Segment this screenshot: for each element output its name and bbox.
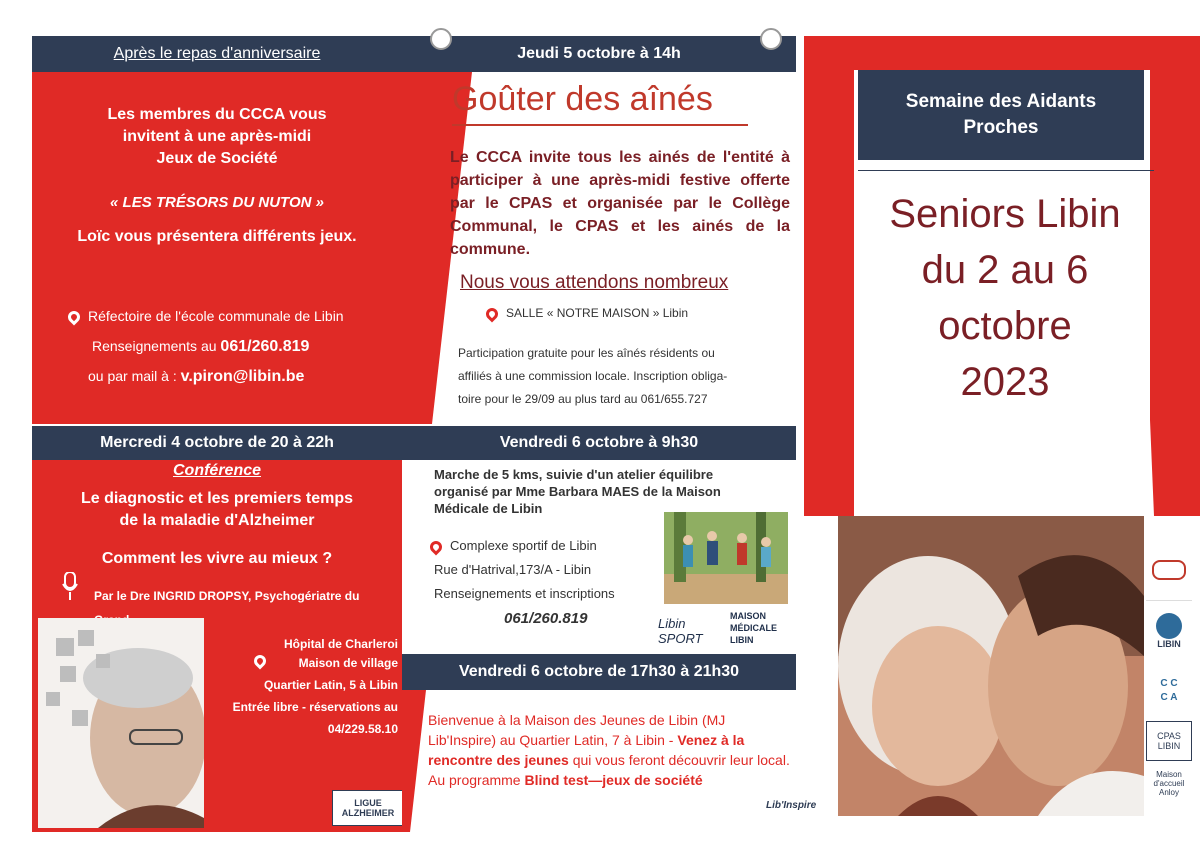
mid-top-header <box>402 36 796 72</box>
goute-details <box>458 342 727 411</box>
left-bottom-header <box>32 426 402 460</box>
mj-text-a: Bienvenue à la Maison des Jeunes de Libin (MJ Lib'Inspire) au Quartier Latin, 7 à Libin - <box>428 712 726 748</box>
logo-ccca: C C C A <box>1160 678 1178 703</box>
goute-underline <box>452 124 748 126</box>
details-line-3: toire pour le 29/09 au plus tard au 061/655.727 <box>458 392 708 406</box>
speaker-line-1: Par le Dre INGRID DROPSY, Psychogériatre du <box>94 589 360 603</box>
mj-paragraph <box>428 710 794 790</box>
walk-desc <box>434 466 792 517</box>
entry-phone: 04/229.58.10 <box>327 722 398 736</box>
left-bottom-header-text: Mercredi 4 octobre de 20 à 22h <box>100 434 334 451</box>
location-line-2: Quartier Latin, 5 à Libin <box>263 678 398 692</box>
games-presenter: Loïc vous présentera différents jeux. <box>77 228 357 245</box>
location-pin-icon <box>428 538 445 555</box>
lib-inspire-logo: Lib'Inspire <box>766 800 817 811</box>
aidants-title: Semaine des Aidants Proches <box>905 91 1097 138</box>
intro-line-3: Jeux de Société <box>156 150 278 167</box>
mj-text-c: qui vous feront découvrir leur local. Au programme <box>428 752 790 788</box>
left-top-mail <box>88 368 304 386</box>
walk-loc-3: Renseignements et inscriptions <box>434 586 615 601</box>
goute-location <box>486 306 688 320</box>
mid-bottom-header-1 <box>402 426 796 460</box>
cover-divider <box>858 170 1154 171</box>
left-top-header <box>32 36 402 72</box>
cover-title <box>840 186 1170 410</box>
speaker-line-2: Hôpital de Charleroi <box>283 637 398 651</box>
conference-title <box>32 488 402 532</box>
left-top-location <box>68 308 398 324</box>
logo-libin <box>1146 601 1192 661</box>
conference-title-1: Le diagnostic et les premiers temps <box>80 490 354 507</box>
binder-hole-left <box>430 28 452 50</box>
left-top-header-text: Après le repas d'anniversaire <box>113 45 321 62</box>
libin-logo-text: LIBIN <box>1157 639 1181 649</box>
mid-bottom-header-1-text: Vendredi 6 octobre à 9h30 <box>499 434 699 451</box>
location-text: Réfectoire de l'école communale de Libin <box>88 308 344 324</box>
partner-logos <box>1146 540 1192 820</box>
location-pin-icon <box>66 309 83 326</box>
binder-hole-right <box>760 28 782 50</box>
goute-subheading: Nous vous attendons nombreux <box>460 272 729 293</box>
conference-title-2: de la maladie d'Alzheimer <box>119 512 315 529</box>
libin-emblem-icon <box>1156 613 1182 639</box>
location-line-1: Maison de village <box>298 656 398 670</box>
goute-title: Goûter des aînés <box>452 80 713 118</box>
cover-title-1: Seniors Libin <box>889 192 1121 236</box>
logo-maison-accueil: Maison d'accueil Anloy <box>1153 769 1185 797</box>
aidants-box <box>858 70 1144 160</box>
logo-pcs <box>1146 540 1192 601</box>
left-top-intro <box>32 104 402 170</box>
goute-body: Le CCCA invite tous les ainés de l'entité à participer à une après-midi festive offerte par le CPAS et organisée par le Collège Communal, le CPAS et les ainés de la commune. <box>450 149 790 258</box>
details-line-2: affiliés à une commission locale. Inscription obliga- <box>458 369 728 383</box>
walk-line-2: organisé par Mme Barbara MAES de la Maison <box>434 484 721 499</box>
walk-loc-2: Rue d'Hatrival,173/A - Libin <box>434 562 592 577</box>
ligue-alzheimer-text: LIGUE ALZHEIMER <box>341 798 395 818</box>
walk-line-1: Marche de 5 kms, suivie d'un atelier équilibre <box>434 467 714 482</box>
mid-bottom-header-2 <box>402 654 796 690</box>
walk-line-3: Médicale de Libin <box>434 501 543 516</box>
alzheimer-illustration <box>38 618 204 828</box>
cover-title-3: octobre <box>938 304 1072 348</box>
walk-loc-1: Complexe sportif de Libin <box>430 534 615 558</box>
mail-prefix: ou par mail à : <box>88 368 177 384</box>
info-prefix: Renseignements au <box>92 338 217 354</box>
conference-question: Comment les vivre au mieux ? <box>101 550 333 567</box>
intro-line-2: invitent à une après-midi <box>122 128 312 145</box>
games-subtitle: « LES TRÉSORS DU NUTON » <box>110 194 324 211</box>
mj-text-d: Blind test—jeux de société <box>524 772 703 788</box>
libin-sport-logo: Libin SPORT <box>658 616 703 646</box>
walk-phone: 061/260.819 <box>504 610 588 627</box>
info-phone: 061/260.819 <box>220 338 310 355</box>
walkers-photo <box>664 512 788 604</box>
mid-bottom-header-2-text: Vendredi 6 octobre de 17h30 à 21h30 <box>458 663 740 680</box>
walk-location <box>430 534 615 606</box>
cover-photo <box>838 516 1144 816</box>
location-pin-icon <box>484 305 501 322</box>
entry-text: Entrée libre - réservations au <box>232 700 398 714</box>
intro-line-1: Les membres du CCCA vous <box>107 106 327 123</box>
left-top-info <box>92 338 309 356</box>
microphone-icon <box>62 572 78 602</box>
conference-label: Conférence <box>172 462 262 479</box>
cover-title-4: 2023 <box>960 360 1050 404</box>
mid-top-header-text: Jeudi 5 octobre à 14h <box>517 45 681 62</box>
logo-cpas: CPAS LIBIN <box>1146 721 1192 761</box>
maison-medicale-logo: MAISON MÉDICALE LIBIN <box>730 611 777 645</box>
conference-location <box>180 652 398 740</box>
cover-title-2: du 2 au 6 <box>921 248 1089 292</box>
details-line-1: Participation gratuite pour les aînés résidents ou <box>458 346 715 360</box>
mail-address[interactable]: v.piron@libin.be <box>180 368 305 385</box>
goute-location-text: SALLE « NOTRE MAISON » Libin <box>506 306 689 320</box>
ligue-alzheimer-logo <box>332 790 404 826</box>
mj-text-b: Venez à la rencontre des jeunes <box>428 732 745 768</box>
